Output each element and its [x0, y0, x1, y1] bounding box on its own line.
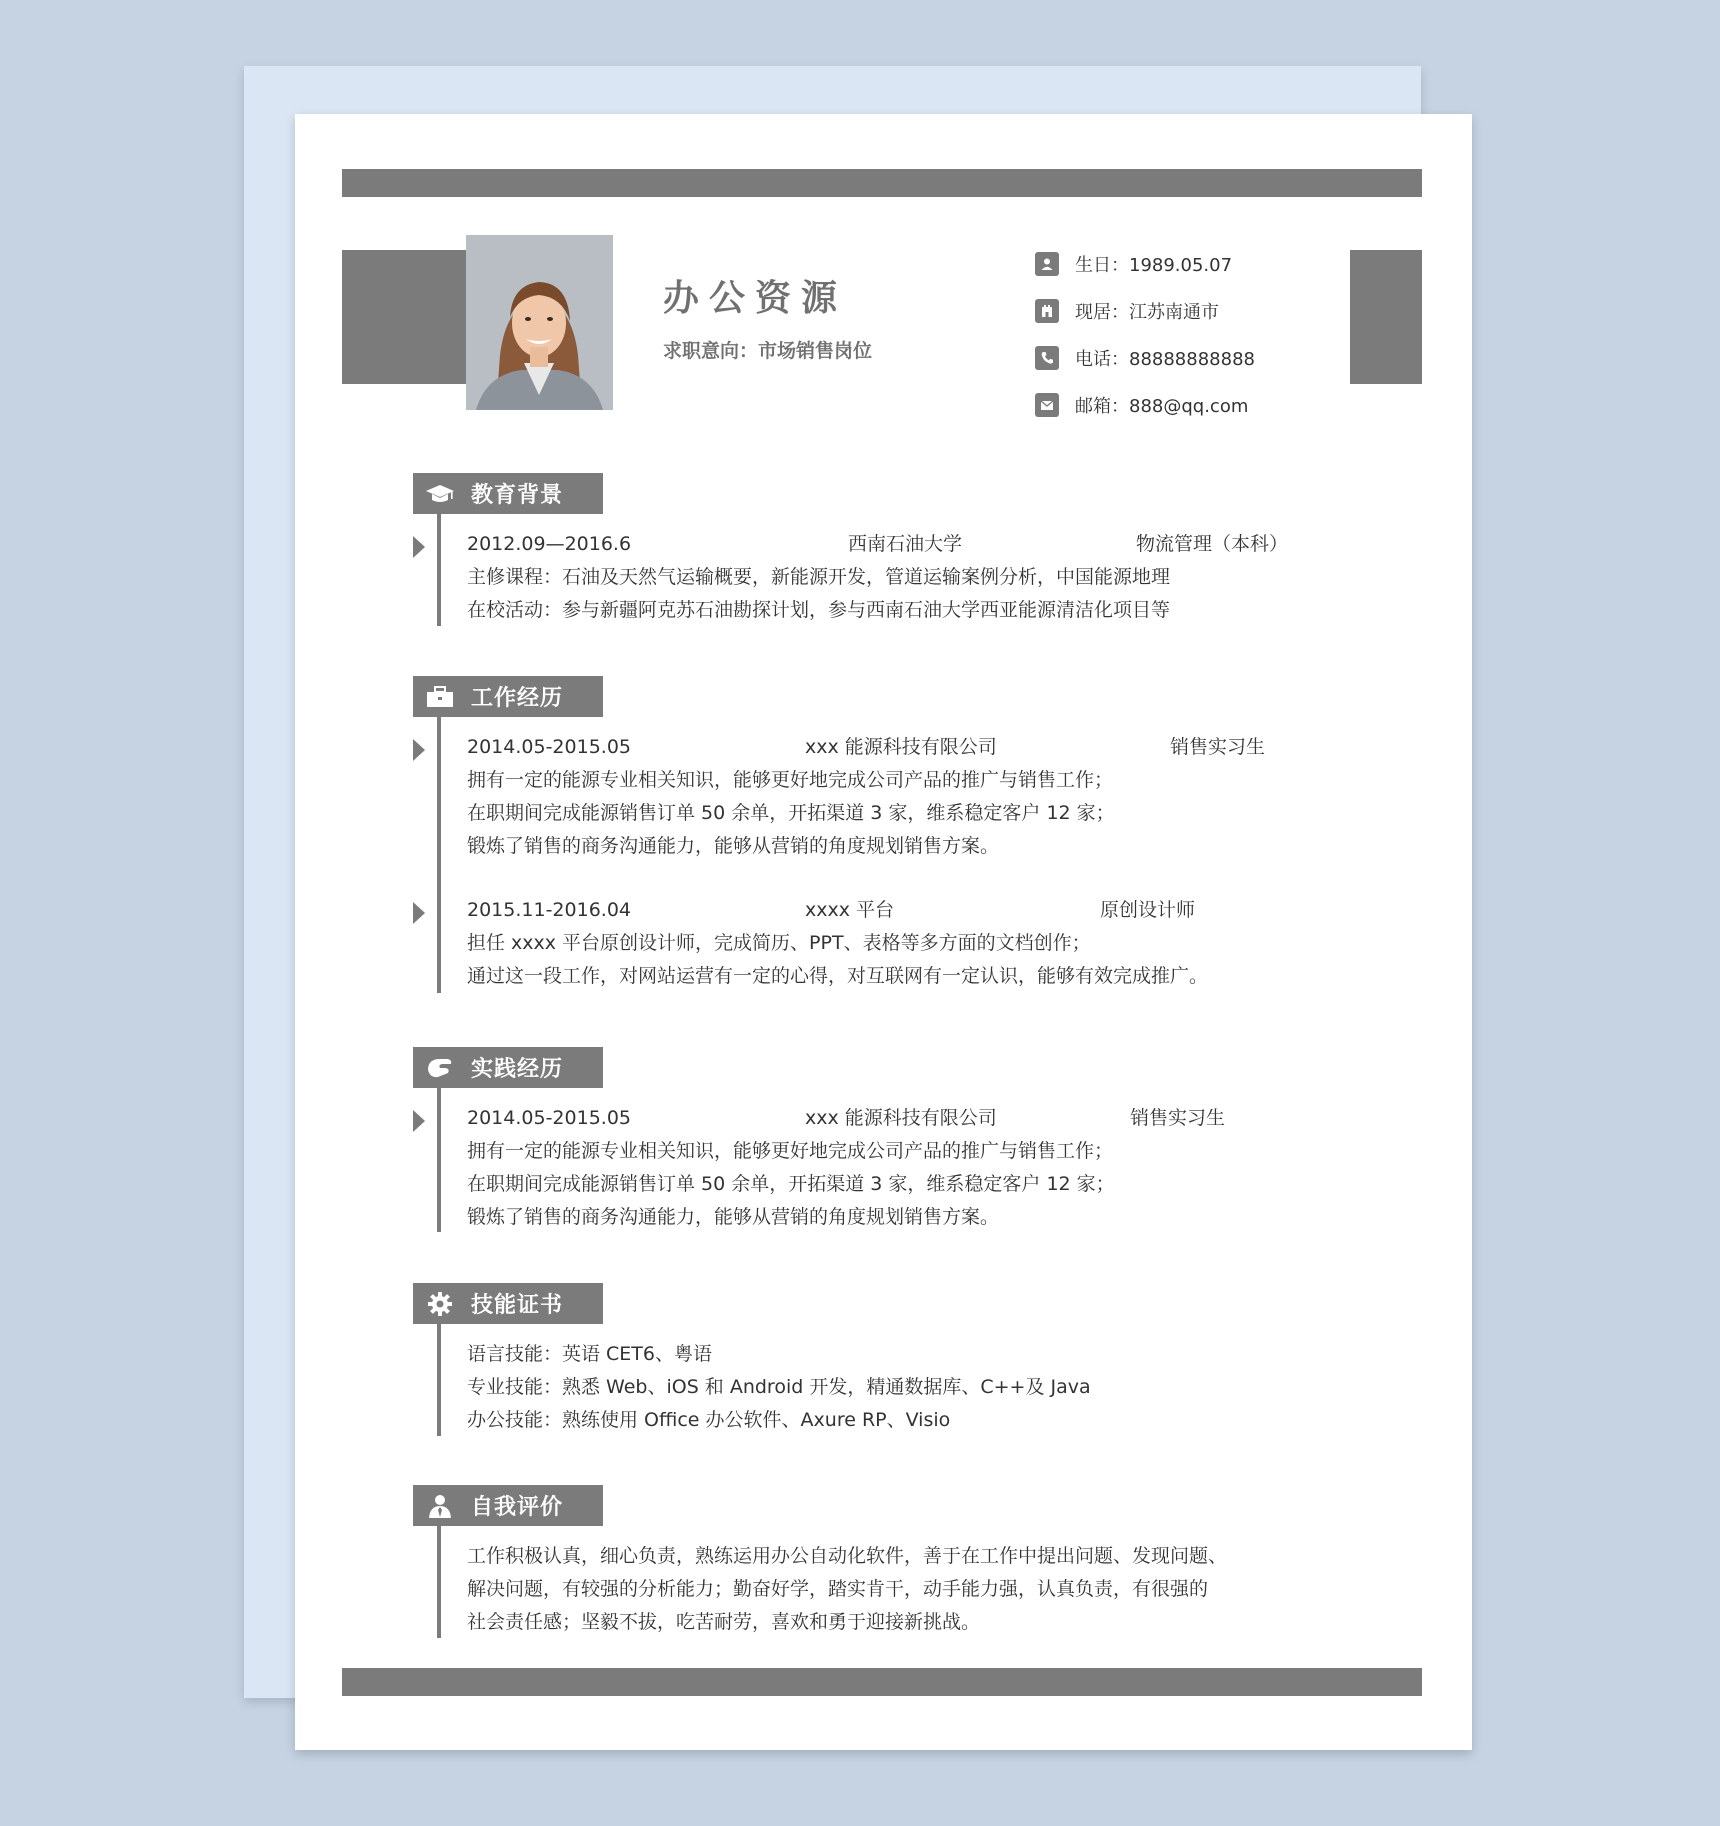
entry-line: 在校活动：参与新疆阿克苏石油勘探计划，参与西南石油大学西亚能源清洁化项目等 — [467, 599, 1171, 621]
contact-email — [1035, 381, 1255, 428]
user-icon — [425, 1491, 455, 1521]
work-entry — [413, 894, 1313, 993]
home-icon — [1035, 299, 1059, 323]
entry-line: 拥有一定的能源专业相关知识，能够更好地完成公司产品的推广与销售工作； — [467, 1140, 1114, 1162]
entry-line: 担任 xxxx 平台原创设计师，完成简历、PPT、表格等多方面的文档创作； — [467, 932, 1091, 954]
entry-role: 销售实习生 — [1130, 1107, 1226, 1129]
contact-text: 现居：江苏南通市 — [1075, 301, 1219, 323]
entry-line: 锻炼了销售的商务沟通能力，能够从营销的角度规划销售方案。 — [467, 1206, 1000, 1228]
entry-line: 在职期间完成能源销售订单 50 余单，开拓渠道 3 家，维系稳定客户 12 家； — [467, 1173, 1115, 1195]
section-education — [413, 473, 1313, 627]
skill-line: 办公技能：熟练使用 Office 办公软件、Axure RP、Visio — [467, 1409, 951, 1431]
timeline-arrow — [413, 1110, 425, 1132]
entry-role: 原创设计师 — [1100, 899, 1196, 921]
applicant-name: 办公资源 — [663, 278, 848, 319]
left-header-block — [342, 250, 466, 384]
handshake-icon — [425, 1053, 455, 1083]
entry-date: 2014.05-2015.05 — [467, 736, 631, 758]
entry-date: 2012.09—2016.6 — [467, 533, 632, 555]
work-entry — [413, 731, 1313, 863]
entry-org: xxxx 平台 — [805, 899, 895, 921]
contact-text: 邮箱：888@qq.com — [1075, 395, 1249, 417]
job-intent: 求职意向：市场销售岗位 — [663, 340, 873, 362]
section-practice — [413, 1047, 1313, 1234]
right-header-block — [1350, 250, 1422, 384]
evaluation-line: 工作积极认真，细心负责，熟练运用办公自动化软件，善于在工作中提出问题、发现问题、 — [467, 1545, 1228, 1567]
section-work — [413, 676, 1313, 993]
section-skills — [413, 1283, 1313, 1437]
section-title: 实践经历 — [471, 1057, 564, 1082]
entry-school: 西南石油大学 — [848, 533, 963, 555]
resume-page — [295, 114, 1472, 1750]
entry-line: 通过这一段工作，对网站运营有一定的心得，对互联网有一定认识，能够有效完成推广。 — [467, 965, 1209, 987]
section-header — [413, 473, 603, 514]
entry-role: 销售实习生 — [1170, 736, 1266, 758]
contact-text: 电话：88888888888 — [1075, 348, 1255, 370]
entry-org: xxx 能源科技有限公司 — [805, 736, 997, 758]
entry-line: 在职期间完成能源销售订单 50 余单，开拓渠道 3 家，维系稳定客户 12 家； — [467, 802, 1115, 824]
education-entry — [413, 528, 1313, 627]
evaluation-line: 解决问题，有较强的分析能力；勤奋好学，踏实肯干，动手能力强，认真负责，有很强的 — [467, 1578, 1209, 1600]
skills-entry — [413, 1338, 1313, 1437]
contact-birthday — [1035, 240, 1255, 287]
evaluation-line: 社会责任感；坚毅不拔，吃苦耐劳，喜欢和勇于迎接新挑战。 — [467, 1611, 981, 1633]
contact-phone — [1035, 334, 1255, 381]
timeline-arrow — [413, 739, 425, 761]
briefcase-icon — [425, 682, 455, 712]
self-evaluation-entry — [413, 1540, 1313, 1639]
section-header — [413, 1485, 603, 1526]
section-header — [413, 1283, 603, 1324]
top-bar — [342, 169, 1422, 197]
section-title: 工作经历 — [471, 686, 564, 711]
phone-icon — [1035, 346, 1059, 370]
entry-org: xxx 能源科技有限公司 — [805, 1107, 997, 1129]
entry-date: 2014.05-2015.05 — [467, 1107, 631, 1129]
section-self-evaluation — [413, 1485, 1313, 1639]
skill-line: 语言技能：英语 CET6、粤语 — [467, 1343, 713, 1365]
entry-line: 锻炼了销售的商务沟通能力，能够从营销的角度规划销售方案。 — [467, 835, 1000, 857]
section-title: 教育背景 — [471, 483, 564, 508]
skill-line: 专业技能：熟悉 Web、iOS 和 Android 开发，精通数据库、C++及 Java — [467, 1376, 1091, 1398]
entry-line: 主修课程：石油及天然气运输概要，新能源开发，管道运输案例分析，中国能源地理 — [467, 566, 1171, 588]
gear-icon — [425, 1289, 455, 1319]
section-title: 自我评价 — [471, 1495, 564, 1520]
profile-photo — [466, 235, 613, 410]
person-icon — [1035, 252, 1059, 276]
entry-line: 拥有一定的能源专业相关知识，能够更好地完成公司产品的推广与销售工作； — [467, 769, 1114, 791]
contact-list — [1035, 240, 1255, 428]
graduation-cap-icon — [425, 479, 455, 509]
section-title: 技能证书 — [471, 1293, 564, 1318]
entry-date: 2015.11-2016.04 — [467, 899, 631, 921]
contact-residence — [1035, 287, 1255, 334]
section-header — [413, 1047, 603, 1088]
practice-entry — [413, 1102, 1313, 1234]
section-header — [413, 676, 603, 717]
contact-text: 生日：1989.05.07 — [1075, 254, 1233, 276]
entry-major: 物流管理（本科） — [1136, 533, 1289, 555]
timeline-arrow — [413, 536, 425, 558]
bottom-bar — [342, 1668, 1422, 1696]
timeline-arrow — [413, 902, 425, 924]
mail-icon — [1035, 393, 1059, 417]
